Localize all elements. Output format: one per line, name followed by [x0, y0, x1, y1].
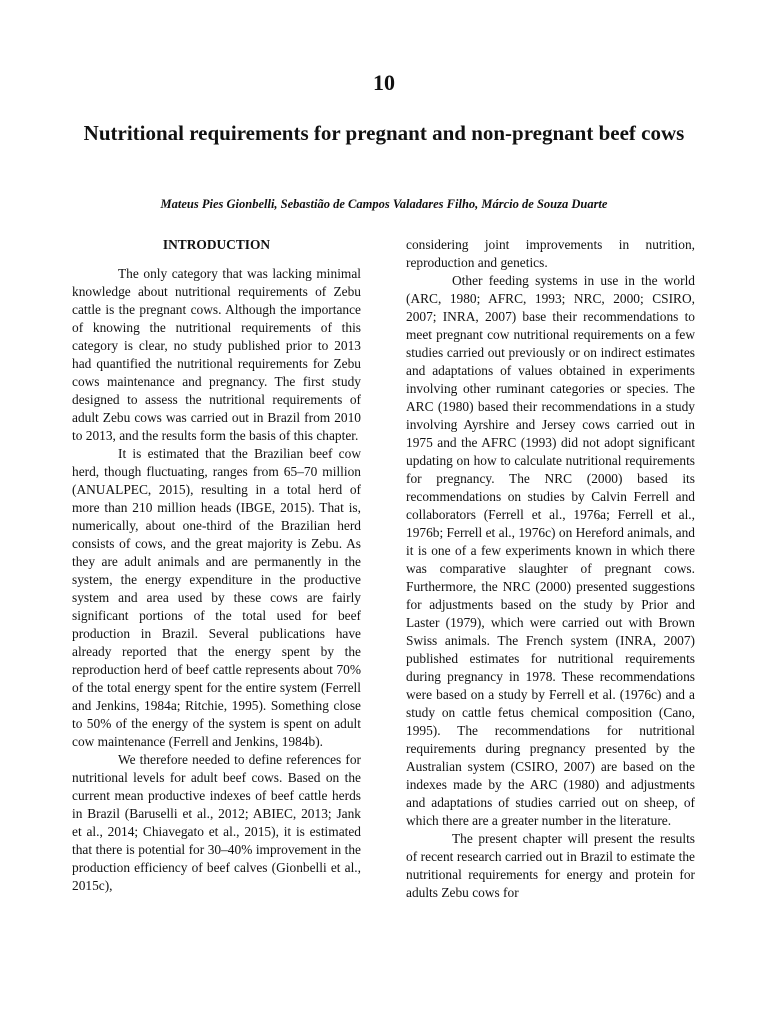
section-heading-introduction: INTRODUCTION — [162, 237, 271, 252]
paragraph: It is estimated that the Brazilian beef cow herd, though fluctuating, ranges from 65–70 million (ANUALPEC, 2015), resulting in a total herd of more than 210 million heads (IBGE, 2015). That is, numerically, about one-third of the Brazilian herd consists of cows, and the great majority is Zebu. As they are adult animals and are permanently in the system, the energy expenditure in the productive system and area used by these cows are fairly significant portions of the total used for beef production in Brazil. Several publications have already reported that the energy spent by the reproduction herd of beef cattle represents about 70% of the total energy spent for the entire system (Ferrell and Jenkins, 1984a; Ritchie, 1995). Something close to 50% of the energy of the system is spent on adult cow maintenance (Ferrell and Jenkins, 1984b). — [72, 446, 361, 749]
paragraph: We therefore needed to define references for nutritional levels for adult beef cows. Based on the current mean productive indexes of beef cattle herds in Brazil (Baruselli et al., 2012; ABIEC, 2013; Jank et al., 2014; Chiavegato et al., 2015), it is estimated that there is potential for 30–40% improvement in the production efficiency of beef calves (Gionbelli et al., 2015c), — [72, 752, 361, 893]
author-list: Mateus Pies Gionbelli, Sebastião de Campos Valadares Filho, Márcio de Souza Duarte — [160, 197, 608, 211]
chapter-number: 10 — [373, 70, 395, 95]
left-column — [72, 236, 361, 895]
paragraph: Other feeding systems in use in the world (ARC, 1980; AFRC, 1993; NRC, 2000; CSIRO, 2007; INRA, 2007) base their recommendations to meet pregnant cow nutritional requirements on a few studies carried out previously or on indirect estimates and adaptations of values obtained in experiments involving other ruminant categories or species. The ARC (1980) based their recommendations in a study involving Ayrshire and Jersey cows carried out in 1975 and the AFRC (1993) did not adopt significant updating on how to calculate nutritional requirements for pregnancy. The NRC (2000) based its recommendations on studies by Calvin Ferrell and collaborators (Ferrell et al., 1976a; Ferrell et al., 1976b; Ferrell et al., 1976c) on Hereford animals, and it is one of a few experiments known in which there was comparative slaughter of pregnant cows. Furthermore, the NRC (2000) presented suggestions for adjustments based on the study by Prior and Laster (1979), which were carried out with Brown Swiss animals. The French system (INRA, 2007) published estimates for nutritional requirements during pregnancy in 1978. These recommendations were based on a study by Ferrell et al. (1976c) and a study on cattle fetus chemical composition (Cano, 1995). The recommendations for nutritional requirements during pregnancy presented by the Australian system (CSIRO, 2007) are based on the indexes made by the ARC (1980) and adjustments and adaptations of studies carried out on sheep, of which there are a greater number in the literature. — [406, 273, 695, 828]
paragraph: The present chapter will present the results of recent research carried out in Brazil to estimate the nutritional requirements for energy and protein for adults Zebu cows for — [406, 831, 695, 900]
paragraph: The only category that was lacking minimal knowledge about nutritional requirements of Zebu cattle is the pregnant cows. Although the importance of knowing the nutritional requirements of this category is clear, no study published prior to 2013 had quantified the nutritional requirements for Zebu cows maintenance and pregnancy. The first study designed to assess the nutritional requirements of adult Zebu cows was carried out in Brazil from 2010 to 2013, and the results form the basis of this chapter. — [72, 266, 361, 443]
right-column — [406, 236, 695, 902]
chapter-title: Nutritional requirements for pregnant and non-pregnant beef cows — [83, 121, 685, 145]
paragraph-continued: considering joint improvements in nutrition, reproduction and genetics. — [406, 237, 695, 270]
